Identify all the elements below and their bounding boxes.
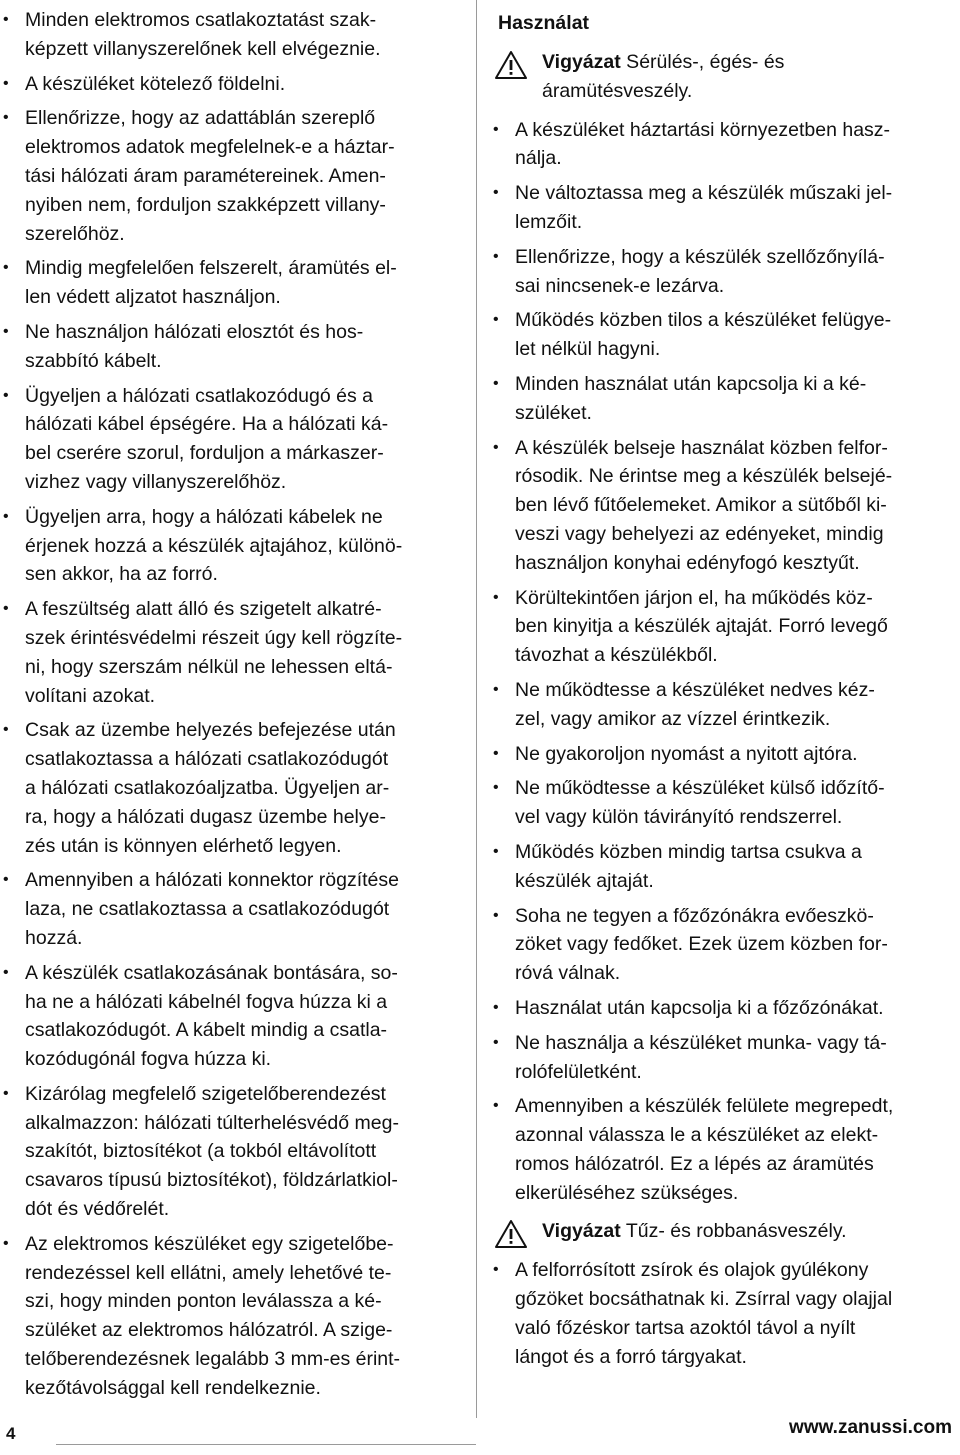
list-item: • Ne használjon hálózati elosztót és hos- szabbító kábelt. [0,318,462,376]
right-column [490,0,960,1377]
warning-injury [490,48,960,106]
list-item: • Ne gyakoroljon nyomást a nyitott ajtóra. [490,740,960,769]
list-item: • Amennyiben a készülék felülete megrepedt, azonnal válassza le a készüléket az elekt- romos hálózatról. Ez a lépés az áramütés elkerüléséhez szükséges. [490,1092,960,1207]
list-item: • Minden elektromos csatlakoztatást szak- képzett villanyszerelőnek kell elvégeznie. [0,6,462,64]
list-item: • Csak az üzembe helyezés befejezése után csatlakoztassa a hálózati csatlakozódugót a hálózati csatlakozóaljzatba. Ügyeljen ar- ra, hogy a hálózati dugasz üzembe helye- zés után is könnyen elérhető legyen. [0,716,462,860]
list-item: • Ellenőrizze, hogy a készülék szellőzőnyílá- sai nincsenek-e lezárva. [490,243,960,301]
warning-triangle-icon [494,1219,528,1249]
website-link[interactable]: www.zanussi.com [789,1417,952,1438]
list-item: • Ne működtesse a készüléket nedves kéz- zel, vagy amikor az vízzel érintkezik. [490,676,960,734]
warning-triangle-icon [494,50,528,80]
list-item: • Körültekintően járjon el, ha működés köz- ben kinyitja a készülék ajtaját. Forró levegő távozhat a készülékből. [490,584,960,670]
list-item: • Működés közben tilos a készüléket felügye- let nélkül hagyni. [490,306,960,364]
list-item: • Ne használja a készüléket munka- vagy tá- rolófelületként. [490,1029,960,1087]
list-item: • Ügyeljen arra, hogy a hálózati kábelek ne érjenek hozzá a készülék ajtajához, különö- sen akkor, ha az forró. [0,503,462,589]
list-item: • A feszültség alatt álló és szigetelt alkatré- szek érintésvédelmi részeit úgy kell rögzíte- ni, hogy szerszám nélkül ne lehessen eltá- volítani azokat. [0,595,462,710]
list-item: • A felforrósított zsírok és olajok gyúlékony gőzöket bocsáthatnak ki. Zsírral vagy olajjal való főzéskor tartsa azoktól távol a nyílt lángot és a forró tárgyakat. [490,1256,960,1371]
left-column [0,0,462,1409]
warning-label: Vigyázat [542,51,621,73]
list-item: • Ne működtesse a készüléket külső időzítő- vel vagy külön távirányító rendszerrel. [490,774,960,832]
list-item: • Ügyeljen a hálózati csatlakozódugó és a hálózati kábel épségére. Ha a hálózati ká- bel cserére szorul, forduljon a márkaszer- vizhez vagy villanyszerelőhöz. [0,382,462,497]
right-bullet-list-2 [490,1256,960,1371]
section-title: Használat [498,12,590,34]
warning-text: Tűz- és robbanásveszély. [620,1220,847,1243]
list-item: • A készülék csatlakozásának bontására, so- ha ne a hálózati kábelnél fogva húzza ki a csatlakozódugót. A kábelt mindig a csatla- kozódugónál fogva húzza ki. [0,959,462,1074]
list-item: • A készüléket kötelező földelni. [0,70,462,99]
list-item: • Mindig megfelelően felszerelt, áramütés el- len védett aljzatot használjon. [0,254,462,312]
list-item: • Ellenőrizze, hogy az adattáblán szereplő elektromos adatok megfelelnek-e a háztar- tási hálózati áram paramétereinek. Amen- nyiben nem, forduljon szakképzett villany- szerelőhöz. [0,104,462,248]
list-item: • A készülék belseje használat közben felfor- rósodik. Ne érintse meg a készülék belsejé- ben lévő fűtőelemeket. Amikor a sütőből ki- veszi vagy behelyezi az edényeket, mindig használjon konyhai edényfogó kesztyűt. [490,434,960,578]
page-number: 4 [6,1424,16,1443]
warning-text: Sérülés-, égés- és áramütésveszély. [542,51,785,102]
left-bullet-list [0,0,462,1403]
footer-rule [56,1444,476,1445]
column-divider [476,0,477,1418]
list-item: • Használat után kapcsolja ki a főzőzónákat. [490,994,960,1023]
list-item: • Minden használat után kapcsolja ki a ké- szüléket. [490,370,960,428]
warning-fire [490,1217,960,1246]
list-item: • Ne változtassa meg a készülék műszaki jel- lemzőit. [490,179,960,237]
list-item: • Kizárólag megfelelő szigetelőberendezést alkalmazzon: hálózati túlterhelésvédő meg- szakítót, biztosítékot (a tokból eltávolított csavaros típusú biztosítékot), földzárlatkiol- dót és védőrelét. [0,1080,462,1224]
list-item: • Az elektromos készüléket egy szigetelőbe- rendezéssel kell ellátni, amely lehetővé te- szi, hogy minden ponton leválassza a ké- szüléket az elektromos hálózatról. A szige- telőberendezésnek legalább 3 mm-es érint- kezőtávolsággal kell rendelkeznie. [0,1230,462,1403]
list-item: • Működés közben mindig tartsa csukva a készülék ajtaját. [490,838,960,896]
warning-label: Vigyázat [542,1220,621,1243]
list-item: • A készüléket háztartási környezetben hasz- nálja. [490,116,960,174]
list-item: • Soha ne tegyen a főzőzónákra evőeszkö- zöket vagy fedőket. Ezek üzem közben for- róvá válnak. [490,902,960,988]
right-bullet-list-1 [490,116,960,1208]
list-item: • Amennyiben a hálózati konnektor rögzítése laza, ne csatlakoztassa a csatlakozódugót hozzá. [0,866,462,952]
